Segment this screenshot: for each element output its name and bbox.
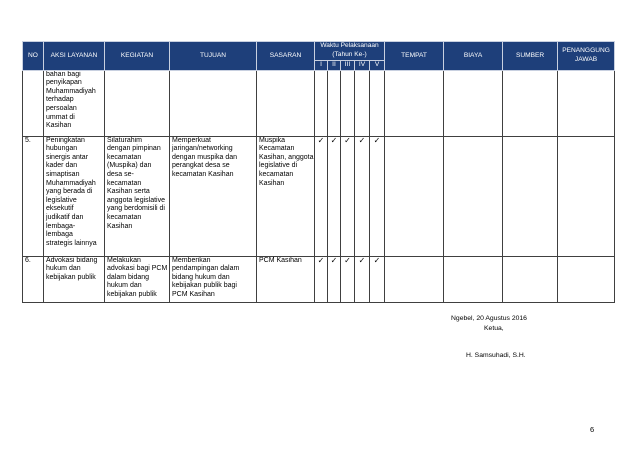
cell-text-line: desa se- [107, 170, 134, 178]
cell-text-line: hukum dan [107, 282, 142, 290]
checkmark-icon: ✓ [355, 256, 370, 302]
cell-penanggung-jawab [558, 136, 615, 256]
cell-text-line: terhadap [46, 96, 74, 104]
cell-tempat [385, 256, 444, 302]
cell-sasaran [257, 136, 315, 256]
cell-text-line: Kasihan, anggota [259, 153, 314, 161]
cell-text-line: Advokasi bidang [46, 256, 98, 264]
cell-text-line: PCM Kasihan [172, 290, 215, 298]
header-aksi-layanan: AKSI LAYANAN [44, 42, 105, 71]
header-no: NO [23, 42, 44, 71]
cell-aksi-layanan [44, 136, 105, 256]
cell-text-line: Muhammadiyah [46, 179, 96, 187]
cell-year-5 [370, 70, 385, 136]
cell-text-line: jaringan/networking [172, 145, 233, 153]
header-year-1: I [315, 61, 328, 71]
cell-text-line: sinergis antar [46, 153, 89, 161]
cell-text-line: hukum dan [46, 265, 81, 273]
checkmark-icon: ✓ [328, 136, 341, 256]
cell-text-line: kecamatan Kasihan [172, 170, 234, 178]
cell-text-line: Kecamatan [259, 145, 295, 153]
cell-text-line: hubungan [46, 145, 78, 153]
cell-text-line: pendampingan dalam [172, 265, 240, 273]
cell-text-line: persoalan [46, 104, 77, 112]
cell-text-line: advokasi bagi PCM [107, 265, 168, 273]
cell-text-line: Kasihan [46, 122, 72, 130]
signature-name: H. Samsuhadi, S.H. [466, 352, 526, 359]
cell-text-line: kebijakan publik [107, 290, 157, 298]
signature-role: Ketua, [484, 325, 504, 332]
cell-sumber [503, 70, 558, 136]
cell-text-line: simaptisan [46, 170, 80, 178]
header-year-5: V [370, 61, 385, 71]
cell-tujuan [170, 136, 257, 256]
cell-text-line: Silaturahim [107, 136, 143, 144]
cell-text-line: kebijakan publik [46, 273, 96, 281]
cell-text-line: bidang hukum dan [172, 273, 230, 281]
cell-text-line: PCM Kasihan [259, 256, 302, 264]
cell-text-line: strategis lainnya [46, 239, 97, 247]
cell-text-line: anggota legislative [107, 196, 165, 204]
cell-penanggung-jawab [558, 256, 615, 302]
cell-penanggung-jawab [558, 70, 615, 136]
cell-sumber [503, 136, 558, 256]
header-biaya: BIAYA [444, 42, 503, 71]
cell-text-line: Kasihan serta [107, 188, 150, 196]
cell-text-line: legislative di [259, 162, 298, 170]
checkmark-icon: ✓ [370, 136, 385, 256]
table-header-row [23, 42, 615, 61]
cell-text-line: dalam bidang [107, 273, 150, 281]
header-kegiatan: KEGIATAN [105, 42, 170, 71]
header-year-2: II [328, 61, 341, 71]
signature-place-date: Ngebel, 20 Agustus 2016 [451, 315, 527, 322]
checkmark-icon: ✓ [370, 256, 385, 302]
header-penanggung-line2: JAWAB [574, 55, 598, 63]
cell-text-line: eksekutif [46, 205, 74, 213]
cell-text-line: Melakukan [107, 256, 141, 264]
cell-text-line: yang berada di [46, 188, 93, 196]
cell-biaya [444, 70, 503, 136]
cell-text-line: judikatif dan [46, 213, 84, 221]
header-waktu-line1: Waktu Pelaksanaan [320, 42, 379, 50]
cell-text-line: kecamatan [259, 170, 294, 178]
cell-text-line: lembaga [46, 231, 73, 239]
cell-text-line: lembaga- [46, 222, 76, 230]
header-year-4: IV [355, 61, 370, 71]
cell-year-4 [355, 70, 370, 136]
cell-text-line: legislative [46, 196, 77, 204]
cell-text-line: kecamatan [107, 153, 142, 161]
cell-tujuan [170, 256, 257, 302]
cell-text-line: kader dan [46, 162, 78, 170]
cell-tempat [385, 70, 444, 136]
page-number: 6 [590, 425, 595, 434]
checkmark-icon: ✓ [315, 256, 328, 302]
cell-text-line: yang berdomisili di [107, 205, 165, 213]
header-waktu-pelaksanaan [315, 42, 385, 61]
cell-text-line: Peningkatan [46, 136, 85, 144]
header-tempat: TEMPAT [385, 42, 444, 71]
cell-text-line: Kasihan [107, 222, 133, 230]
cell-tujuan [170, 70, 257, 136]
header-waktu-line2: (Tahun Ke-) [332, 51, 367, 58]
checkmark-icon: ✓ [315, 136, 328, 256]
table-row [23, 256, 615, 302]
header-tujuan: TUJUAN [170, 42, 257, 71]
header-sumber: SUMBER [503, 42, 558, 71]
cell-year-1 [315, 70, 328, 136]
cell-sasaran [257, 256, 315, 302]
cell-text-line: Memberikan [172, 256, 211, 264]
activity-plan-table [22, 41, 615, 303]
cell-text-line: kecamatan [107, 179, 142, 187]
header-sasaran: SASARAN [257, 42, 315, 71]
cell-year-3 [341, 70, 355, 136]
header-penanggung-line1: PENANGGUNG [562, 47, 610, 55]
cell-text-line: (Muspika) dan [107, 162, 152, 170]
cell-kegiatan [105, 256, 170, 302]
cell-biaya [444, 136, 503, 256]
cell-tempat [385, 136, 444, 256]
cell-text-line: Muspika [259, 136, 286, 144]
cell-text-line: bahan bagi [46, 70, 81, 78]
checkmark-icon: ✓ [355, 136, 370, 256]
cell-kegiatan [105, 70, 170, 136]
cell-no: 5. [23, 136, 44, 256]
cell-text-line: dengan pimpinan [107, 145, 161, 153]
header-year-3: III [341, 61, 355, 71]
checkmark-icon: ✓ [341, 136, 355, 256]
cell-text-line: Kasihan [259, 179, 285, 187]
cell-text-line: dengan muspika dan [172, 153, 237, 161]
cell-aksi-layanan [44, 70, 105, 136]
header-penanggung-jawab [558, 42, 615, 71]
cell-sasaran [257, 70, 315, 136]
cell-text-line: Muhammadiyah [46, 87, 96, 95]
cell-no: 6. [23, 256, 44, 302]
cell-no [23, 70, 44, 136]
cell-text-line: kecamatan [107, 213, 142, 221]
checkmark-icon: ✓ [328, 256, 341, 302]
cell-year-2 [328, 70, 341, 136]
cell-biaya [444, 256, 503, 302]
cell-text-line: perangkat desa se [172, 162, 230, 170]
table-row [23, 136, 615, 256]
cell-text-line: penyikapan [46, 79, 82, 87]
cell-aksi-layanan [44, 256, 105, 302]
cell-sumber [503, 256, 558, 302]
cell-kegiatan [105, 136, 170, 256]
cell-text-line: kebijakan publik bagi [172, 282, 237, 290]
cell-text-line: Memperkuat [172, 136, 211, 144]
table-row-continuation [23, 70, 615, 136]
cell-text-line: ummat di [46, 113, 75, 121]
checkmark-icon: ✓ [341, 256, 355, 302]
